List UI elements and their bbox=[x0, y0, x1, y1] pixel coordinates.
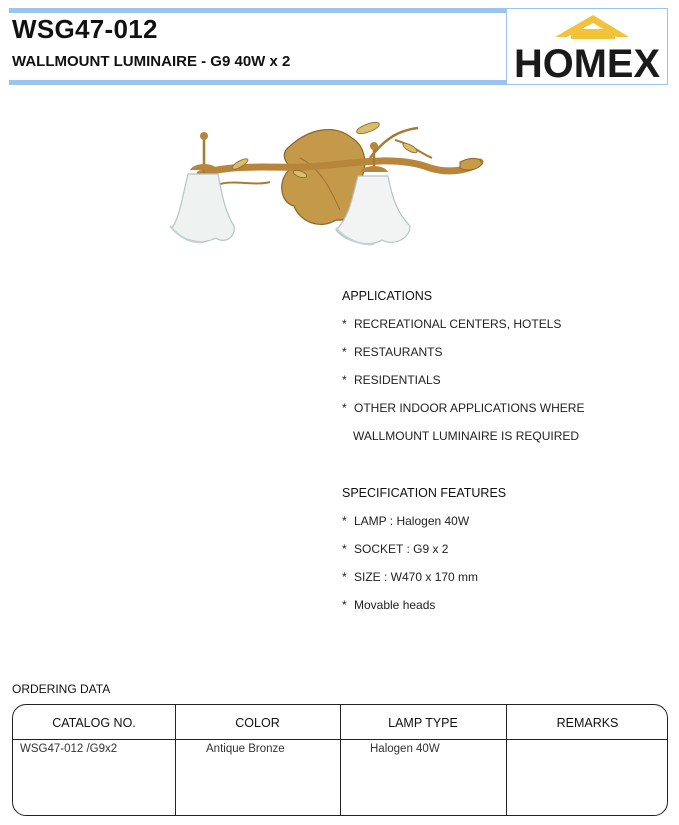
application-item: * RESIDENTIALS bbox=[342, 373, 441, 387]
spec-item: * LAMP : Halogen 40W bbox=[342, 514, 470, 528]
table-cell-catalog: WSG47-012 /G9x2 bbox=[20, 743, 118, 755]
specification-heading: SPECIFICATION FEATURES bbox=[342, 486, 507, 500]
product-title: WALLMOUNT LUMINAIRE - G9 40W x 2 bbox=[12, 53, 291, 70]
brand-logo bbox=[506, 8, 668, 85]
ordering-table bbox=[12, 704, 668, 816]
spec-item: * SIZE : W470 x 170 mm bbox=[342, 570, 479, 584]
application-item-continuation: WALLMOUNT LUMINAIRE IS REQUIRED bbox=[353, 429, 580, 443]
application-item: * RECREATIONAL CENTERS, HOTELS bbox=[342, 317, 562, 331]
column-header-remarks: REMARKS bbox=[556, 716, 619, 730]
spec-item: * SOCKET : G9 x 2 bbox=[342, 542, 449, 556]
table-cell-color: Antique Bronze bbox=[206, 743, 285, 755]
application-item: * RESTAURANTS bbox=[342, 345, 443, 359]
application-item: * OTHER INDOOR APPLICATIONS WHERE bbox=[342, 401, 585, 415]
column-header-lamp-type: LAMP TYPE bbox=[388, 716, 458, 730]
table-cell-lamp-type: Halogen 40W bbox=[370, 743, 440, 755]
ordering-heading: ORDERING DATA bbox=[12, 682, 111, 696]
product-code: WSG47-012 bbox=[12, 14, 158, 44]
product-image bbox=[160, 118, 490, 263]
applications-heading: APPLICATIONS bbox=[342, 289, 433, 303]
spec-item: * Movable heads bbox=[342, 598, 436, 612]
header-accent-bar-bottom bbox=[9, 80, 506, 85]
header-accent-bar-top bbox=[9, 8, 506, 13]
column-header-catalog: CATALOG NO. bbox=[52, 716, 136, 730]
column-header-color: COLOR bbox=[235, 716, 280, 730]
logo-text: HOMEX bbox=[514, 42, 661, 84]
